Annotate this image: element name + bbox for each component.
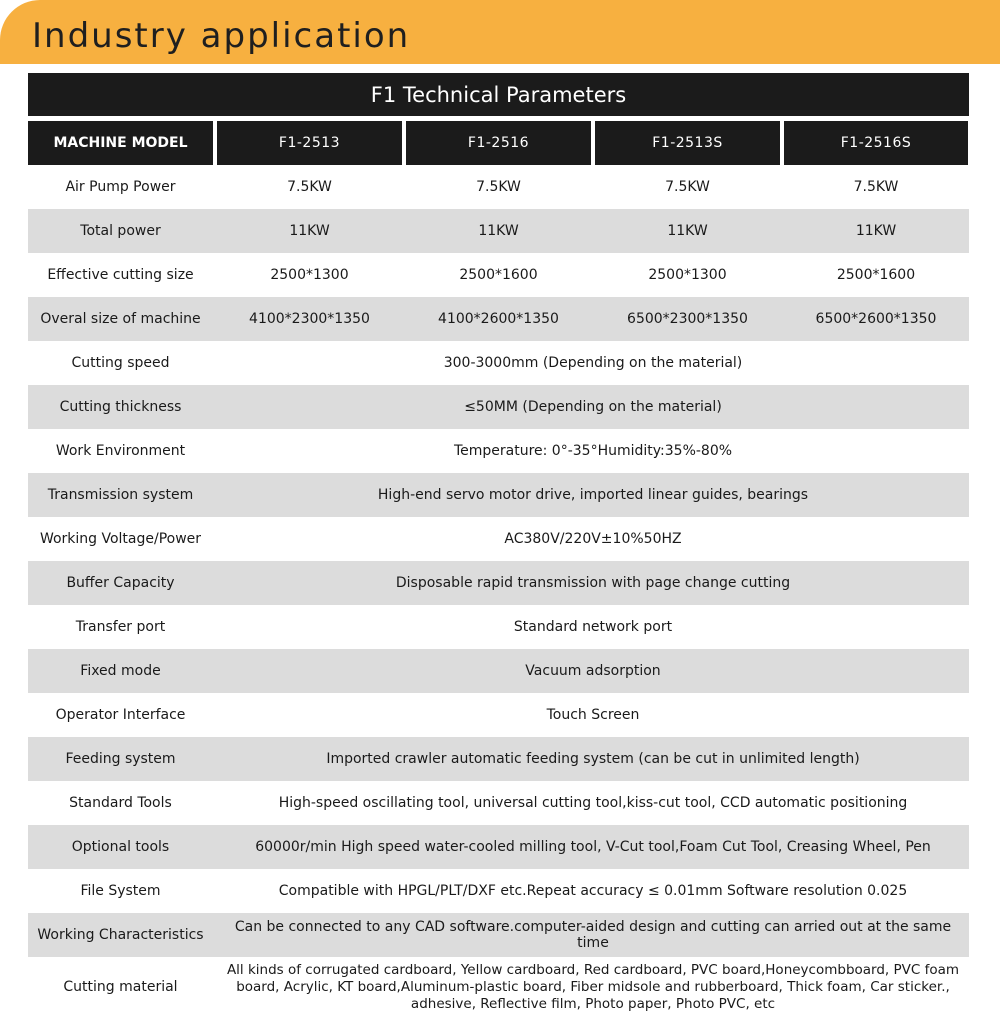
row-label: Overal size of machine [40,311,201,327]
model-header-f1-2516s: F1-2516S [784,121,968,165]
cell-value: Can be connected to any CAD software.computer-aided design and cutting can arried out at the same time [234,919,952,951]
cell-value: 2500*1300 [648,267,727,283]
row-label: Working Voltage/Power [39,531,202,547]
row-label: Optional tools [71,839,170,855]
table-row [28,649,969,693]
cell-value: High-speed oscillating tool, universal cutting tool,kiss-cut tool, CCD automatic positioning [278,795,908,811]
cell-value: 4100*2600*1350 [438,311,559,327]
cell-value: Touch Screen [546,707,640,723]
cell-value: 11KW [667,223,708,239]
model-header-f1-2513: F1-2513 [217,121,402,165]
table-row [28,605,969,649]
cell-value: Temperature: 0°-35°Humidity:35%-80% [453,443,733,459]
table-row [28,693,969,737]
table-row [28,429,969,473]
table-row [28,957,969,1017]
cell-value: 6500*2600*1350 [815,311,937,327]
cell-value: All kinds of corrugated cardboard, Yellow cardboard, Red cardboard, PVC board,Honeycombboard, PVC foam board, Acrylic, KT board,Aluminum-plastic board, Fiber midsole and rubberboard, Thick foam, Car sticker., adhesive, Reflective film, Photo paper, Photo PVC, etc [226,961,960,1012]
cell-value: 7.5KW [665,179,710,195]
row-label: Operator Interface [55,707,186,723]
table-row [28,913,969,957]
cell-value: High-end servo motor drive, imported linear guides, bearings [377,487,809,503]
model-header-f1-2516: F1-2516 [406,121,591,165]
row-label: Air Pump Power [65,179,176,195]
table-row [28,341,969,385]
table-row [28,561,969,605]
table-row [28,869,969,913]
row-label: Cutting speed [71,355,170,371]
cell-value: 7.5KW [853,179,899,195]
table-row [28,737,969,781]
cell-value: Vacuum adsorption [525,663,661,679]
cell-value: 11KW [855,223,897,239]
table-row [28,825,969,869]
row-label: Working Characteristics [37,927,204,943]
cell-value: 11KW [478,223,519,239]
cell-value: 2500*1300 [270,267,349,283]
cell-value: 6500*2300*1350 [627,311,748,327]
row-label: Cutting thickness [59,399,182,415]
cell-value: Compatible with HPGL/PLT/DXF etc.Repeat accuracy ≤ 0.01mm Software resolution 0.025 [278,883,908,899]
row-label: Transmission system [47,487,194,503]
machine-model-header: MACHINE MODEL [28,121,213,165]
row-label: Cutting material [63,979,178,995]
table-row [28,385,969,429]
cell-value: 2500*1600 [836,267,916,283]
table-row [28,253,969,297]
cell-value: 7.5KW [476,179,521,195]
row-label: Transfer port [75,619,166,635]
row-label: File System [80,883,161,899]
cell-value: Standard network port [513,619,673,635]
row-label: Effective cutting size [47,267,194,283]
cell-value: AC380V/220V±10%50HZ [504,531,682,547]
cell-value: 4100*2300*1350 [249,311,370,327]
banner-title: Industry application [32,16,411,56]
row-label: Feeding system [65,751,176,767]
row-label: Work Environment [55,443,186,459]
cell-value: 60000r/min High speed water-cooled milling tool, V-Cut tool,Foam Cut Tool, Creasing Wheel, Pen [255,839,931,855]
cell-value: 300-3000mm (Depending on the material) [443,355,743,371]
table-row [28,473,969,517]
table-title: F1 Technical Parameters [28,73,969,116]
model-header-f1-2513s: F1-2513S [595,121,780,165]
row-label: Fixed mode [80,663,161,679]
cell-value: 2500*1600 [459,267,538,283]
table-row [28,781,969,825]
table-row [28,165,969,209]
cell-value: Disposable rapid transmission with page change cutting [395,575,791,591]
row-label: Buffer Capacity [66,575,175,591]
cell-value: 11KW [289,223,330,239]
table-row [28,209,969,253]
header-banner [0,0,1000,64]
parameters-table [28,121,969,1017]
cell-value: Imported crawler automatic feeding system (can be cut in unlimited length) [326,751,860,767]
table-row [28,297,969,341]
table-header-row [28,121,969,165]
cell-value: 7.5KW [287,179,332,195]
table-row [28,517,969,561]
row-label: Standard Tools [69,795,172,811]
row-label: Total power [80,223,161,239]
cell-value: ≤50MM (Depending on the material) [464,399,722,415]
